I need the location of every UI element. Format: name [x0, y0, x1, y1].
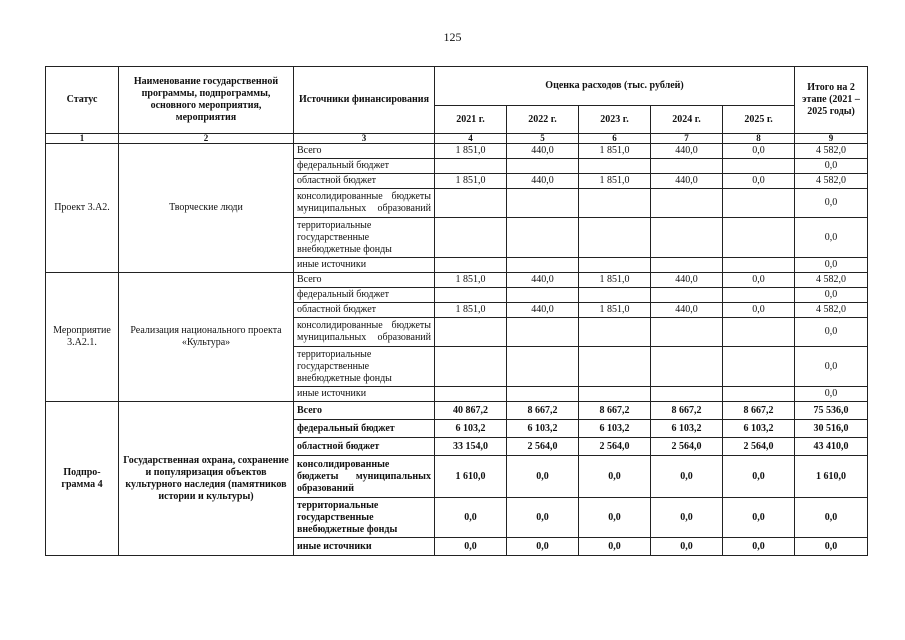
row-total-value: 0,0	[795, 318, 868, 347]
row-year-value: 33 154,0	[435, 438, 507, 456]
row-year-value: 0,0	[723, 144, 795, 159]
row-year-value	[435, 288, 507, 303]
row-year-value: 0,0	[507, 498, 579, 538]
row-year-value: 1 851,0	[579, 303, 651, 318]
header-status: Статус	[46, 67, 119, 134]
row-total-value: 4 582,0	[795, 174, 868, 189]
row-total-value: 4 582,0	[795, 273, 868, 288]
column-number: 8	[723, 134, 795, 144]
row-total-value: 0,0	[795, 258, 868, 273]
row-year-value: 0,0	[435, 538, 507, 556]
row-year-value: 1 851,0	[579, 174, 651, 189]
row-funding-source: иные источники	[294, 387, 435, 402]
row-year-value: 440,0	[651, 303, 723, 318]
header-sources: Источники финансирования	[294, 67, 435, 134]
row-year-value	[723, 318, 795, 347]
row-year-value	[651, 218, 723, 258]
row-year-value	[579, 387, 651, 402]
row-year-value: 0,0	[579, 456, 651, 498]
row-funding-source: федеральный бюджет	[294, 420, 435, 438]
row-funding-source: консолидированные бюджеты муниципальных образований	[294, 456, 435, 498]
column-number: 6	[579, 134, 651, 144]
header-year: 2023 г.	[579, 106, 651, 134]
row-total-value: 0,0	[795, 498, 868, 538]
row-funding-source: Всего	[294, 273, 435, 288]
row-funding-source: иные источники	[294, 538, 435, 556]
header-year: 2025 г.	[723, 106, 795, 134]
row-year-value: 0,0	[507, 456, 579, 498]
column-number: 9	[795, 134, 868, 144]
row-year-value	[435, 218, 507, 258]
row-total-value: 0,0	[795, 218, 868, 258]
row-year-value: 0,0	[579, 498, 651, 538]
row-total-value: 0,0	[795, 538, 868, 556]
header-year: 2024 г.	[651, 106, 723, 134]
column-number-row	[46, 134, 868, 144]
row-year-value	[651, 159, 723, 174]
row-year-value: 1 610,0	[435, 456, 507, 498]
table-body	[46, 144, 868, 556]
page-number: 125	[443, 30, 462, 44]
row-year-value: 2 564,0	[507, 438, 579, 456]
row-year-value: 0,0	[507, 538, 579, 556]
row-year-value	[723, 347, 795, 387]
row-year-value: 1 851,0	[579, 273, 651, 288]
row-total-value: 0,0	[795, 288, 868, 303]
header-total: Итого на 2 этапе (2021 – 2025 годы)	[795, 67, 868, 134]
row-year-value	[723, 159, 795, 174]
row-year-value	[507, 318, 579, 347]
row-year-value: 8 667,2	[723, 402, 795, 420]
row-year-value	[579, 258, 651, 273]
row-year-value: 0,0	[651, 498, 723, 538]
row-year-value	[651, 347, 723, 387]
row-year-value	[435, 347, 507, 387]
row-year-value: 6 103,2	[723, 420, 795, 438]
row-year-value	[723, 258, 795, 273]
header-name: Наименование государственной программы, подпрограммы, основного мероприятия, мероприятия	[119, 67, 294, 134]
row-total-value: 43 410,0	[795, 438, 868, 456]
budget-table	[45, 66, 868, 556]
row-year-value	[651, 258, 723, 273]
row-total-value: 75 536,0	[795, 402, 868, 420]
row-year-value: 440,0	[651, 273, 723, 288]
row-year-value	[435, 318, 507, 347]
row-year-value: 440,0	[507, 174, 579, 189]
row-funding-source: консолидированные бюджеты муниципальных образований	[294, 318, 435, 347]
row-year-value	[723, 387, 795, 402]
row-funding-source: территориальные государственные внебюджетные фонды	[294, 218, 435, 258]
row-status: Проект 3.А2.	[46, 144, 119, 273]
column-number: 3	[294, 134, 435, 144]
row-funding-source: консолидированные бюджеты муниципальных образований	[294, 189, 435, 218]
row-total-value: 0,0	[795, 159, 868, 174]
row-year-value	[579, 318, 651, 347]
row-year-value	[507, 189, 579, 218]
row-year-value: 0,0	[723, 456, 795, 498]
row-total-value: 30 516,0	[795, 420, 868, 438]
row-year-value	[507, 258, 579, 273]
row-funding-source: иные источники	[294, 258, 435, 273]
header-year: 2021 г.	[435, 106, 507, 134]
row-year-value	[651, 288, 723, 303]
table-row	[46, 402, 868, 420]
row-year-value: 0,0	[723, 538, 795, 556]
row-year-value: 0,0	[651, 456, 723, 498]
row-year-value: 0,0	[435, 498, 507, 538]
row-year-value: 2 564,0	[723, 438, 795, 456]
row-year-value	[579, 159, 651, 174]
row-program-name: Творческие люди	[119, 144, 294, 273]
row-year-value: 6 103,2	[507, 420, 579, 438]
table-row	[46, 273, 868, 288]
row-year-value	[507, 159, 579, 174]
row-funding-source: областной бюджет	[294, 174, 435, 189]
row-year-value: 1 851,0	[435, 273, 507, 288]
row-year-value: 440,0	[507, 303, 579, 318]
row-year-value	[507, 218, 579, 258]
row-year-value: 440,0	[651, 144, 723, 159]
row-funding-source: областной бюджет	[294, 303, 435, 318]
row-year-value	[651, 189, 723, 218]
row-year-value: 440,0	[651, 174, 723, 189]
column-number: 4	[435, 134, 507, 144]
row-year-value: 6 103,2	[435, 420, 507, 438]
row-year-value: 1 851,0	[579, 144, 651, 159]
row-year-value	[435, 258, 507, 273]
row-total-value: 0,0	[795, 387, 868, 402]
header-estimate: Оценка расходов (тыс. рублей)	[435, 67, 795, 106]
row-funding-source: Всего	[294, 402, 435, 420]
row-program-name: Государственная охрана, сохранение и популяризация объектов культурного наследия (памятников истории и культуры)	[119, 402, 294, 556]
row-year-value	[579, 218, 651, 258]
row-total-value: 1 610,0	[795, 456, 868, 498]
row-year-value: 0,0	[651, 538, 723, 556]
row-year-value: 440,0	[507, 273, 579, 288]
row-year-value	[435, 387, 507, 402]
row-year-value: 6 103,2	[579, 420, 651, 438]
row-year-value	[507, 288, 579, 303]
row-year-value	[507, 347, 579, 387]
row-funding-source: территориальные государственные внебюджетные фонды	[294, 498, 435, 538]
row-funding-source: областной бюджет	[294, 438, 435, 456]
row-program-name: Реализация национального проекта «Культура»	[119, 273, 294, 402]
column-number: 1	[46, 134, 119, 144]
row-year-value: 2 564,0	[579, 438, 651, 456]
row-year-value	[579, 288, 651, 303]
row-year-value: 6 103,2	[651, 420, 723, 438]
row-year-value: 1 851,0	[435, 174, 507, 189]
row-year-value: 1 851,0	[435, 303, 507, 318]
row-year-value: 8 667,2	[579, 402, 651, 420]
row-year-value: 1 851,0	[435, 144, 507, 159]
row-year-value	[723, 218, 795, 258]
row-total-value: 0,0	[795, 189, 868, 218]
row-year-value: 0,0	[723, 174, 795, 189]
row-year-value: 0,0	[723, 498, 795, 538]
row-year-value: 0,0	[723, 303, 795, 318]
row-year-value	[435, 159, 507, 174]
row-year-value: 2 564,0	[651, 438, 723, 456]
row-total-value: 0,0	[795, 347, 868, 387]
row-year-value: 0,0	[579, 538, 651, 556]
row-total-value: 4 582,0	[795, 303, 868, 318]
row-year-value	[651, 318, 723, 347]
column-number: 5	[507, 134, 579, 144]
row-status: Подпро-грамма 4	[46, 402, 119, 556]
row-year-value: 440,0	[507, 144, 579, 159]
row-status: Мероприятие 3.А2.1.	[46, 273, 119, 402]
row-year-value	[579, 189, 651, 218]
column-number: 2	[119, 134, 294, 144]
row-year-value: 0,0	[723, 273, 795, 288]
row-funding-source: Всего	[294, 144, 435, 159]
row-year-value: 8 667,2	[507, 402, 579, 420]
row-year-value	[723, 288, 795, 303]
row-funding-source: федеральный бюджет	[294, 159, 435, 174]
row-year-value	[435, 189, 507, 218]
table-row	[46, 144, 868, 159]
row-year-value	[579, 347, 651, 387]
row-year-value: 8 667,2	[651, 402, 723, 420]
row-year-value	[723, 189, 795, 218]
row-year-value	[507, 387, 579, 402]
row-total-value: 4 582,0	[795, 144, 868, 159]
row-funding-source: федеральный бюджет	[294, 288, 435, 303]
row-year-value: 40 867,2	[435, 402, 507, 420]
row-funding-source: территориальные государственные внебюджетные фонды	[294, 347, 435, 387]
row-year-value	[651, 387, 723, 402]
header-year: 2022 г.	[507, 106, 579, 134]
column-number: 7	[651, 134, 723, 144]
